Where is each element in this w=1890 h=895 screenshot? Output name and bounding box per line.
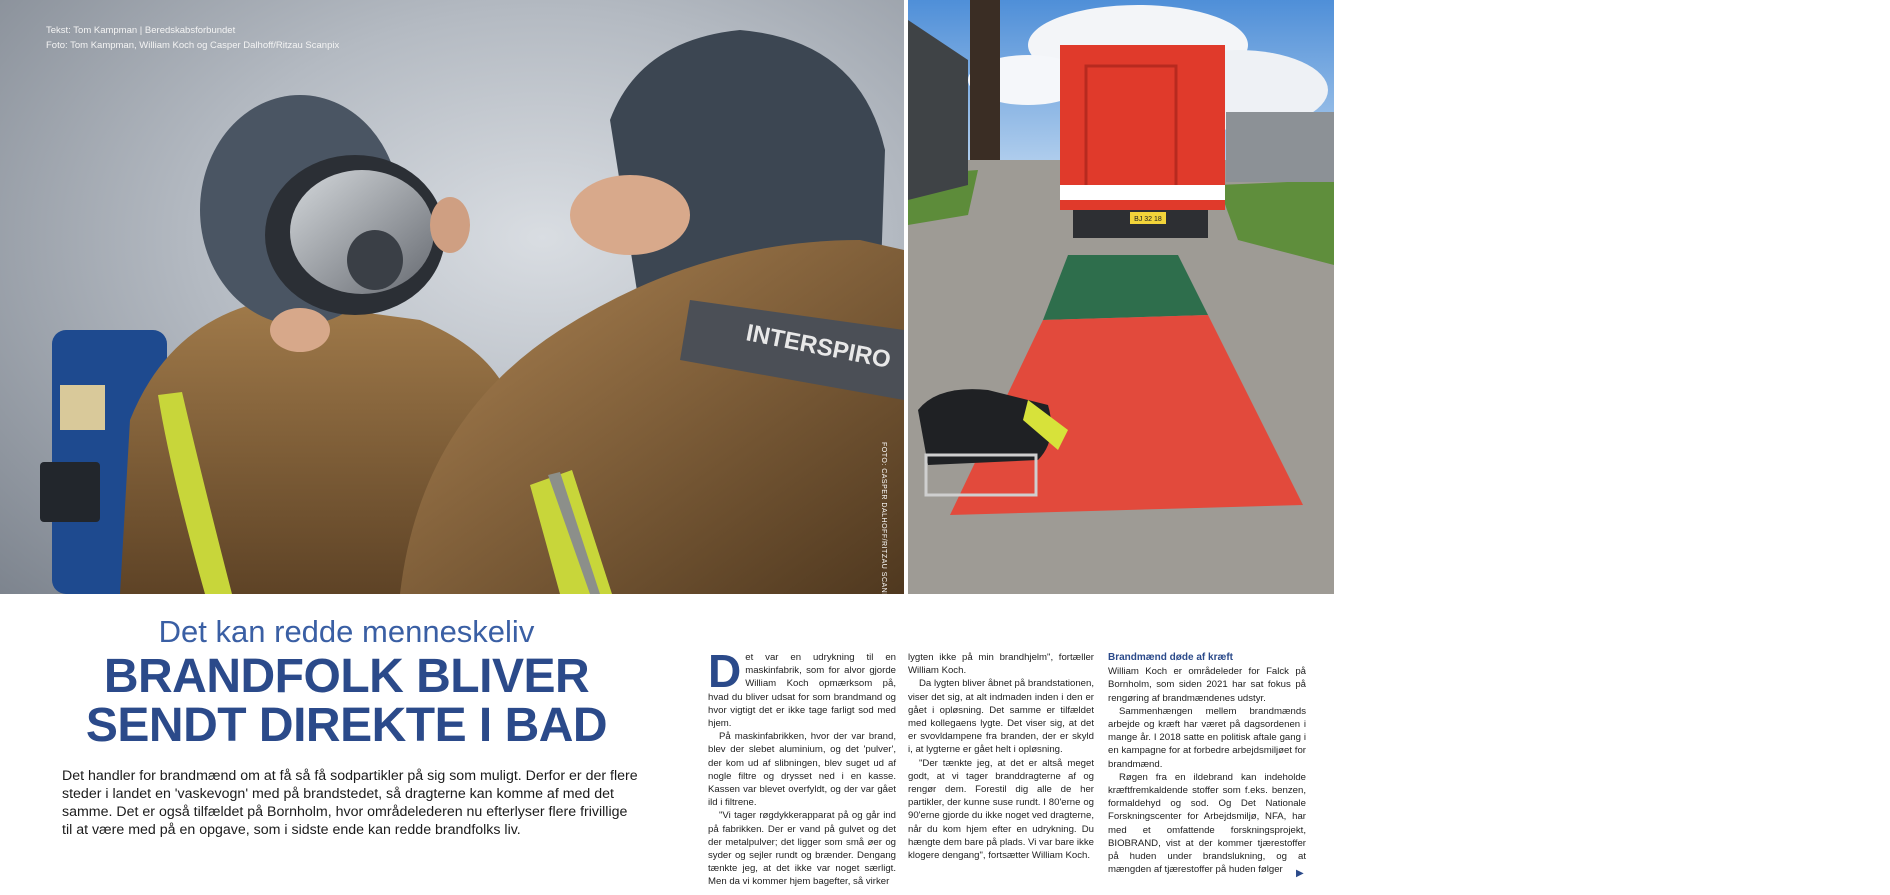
paragraph: "Vi tager røgdykkerapparat på og går ind på fabrikken. Der er vand på gulvet og det der metalpulver; det ligger som små øer og syder og sejler rundt og brænder. Dengang tænkte jeg, at det ikke var noget særligt. Men da vi kommer hjem bagefter, så virker [708,810,896,888]
photo-credit: Foto: Tom Kampman, William Koch og Casper Dalhoff/Ritzau Scanpix [46,40,340,51]
continue-arrow-icon: ▶ [1296,868,1304,879]
paragraph: lygten ikke på min brandhjelm", fortæller William Koch. [908,652,1094,677]
paragraph: Sammenhængen mellem brandmænds arbejde og kræft har været på dagsordenen i mange år. I 2018 satte en politisk aftale gang i en kampagne for at forbedre arbejdsmiljøet for brandmænd. [1108,705,1306,770]
firefighters-illustration [0,0,904,594]
body-column-2 [908,651,1094,862]
photo-caption: Traileren der kører med ud til større og længerevarende brande. [1824,574,1890,624]
headline-line-2: SENDT DIREKTE I BAD [85,699,608,752]
hand-right [570,175,690,255]
hand-left [270,308,330,352]
body-column-3 [1108,651,1306,876]
section-subhead: Brandmænd døde af kræft [1108,652,1234,663]
firefighters-photo [0,0,904,607]
article-lead: Det handler for brandmænd om at få så få sodpartikler på sig som muligt. Derfor er der flere steder i landet en 'vaskevogn' med på brandstedet, så dragterne kan komme af med det samme. Det er også tilfældet på Bornholm, hvor områdelederen nu efterlyser flere frivillige til at være med på en opgave, som i sidste ende kan redde brandfolks liv. [62,768,638,838]
photo-credits [46,23,339,53]
paragraph: "Der tænkte jeg, at det er altså meget godt, at vi tager branddragterne af og rengør dem. Forestil dig alle de her partikler, der kunne suse rundt. I 80'erne og 90'erne gjorde du ikke noget ved dragterne, når du kom hjem efter en udrykning. Du hængte dem bare på plads. Vi var bare ikke klogere dengang", fortsætter William Koch. [908,757,1094,862]
paragraph: Da lygten bliver åbnet på brandstationen, viser det sig, at alt indmaden inden i den er gået i opløsning. Det samme er tilfældet med kollegaens lygte. Det viser sig, at det er svovldampene fra branden, der er skyld i, at lygterne er gået helt i opløsning. [908,678,1094,756]
vertical-photo-credit: FOTO: CASPER DALHOFF/RITZAU SCANPIX [880,442,887,607]
article-headline [64,652,629,750]
paragraph: William Koch er områdeleder for Falck på Bornholm, som siden 2021 har sat fokus på rengøring af brandmændenes udstyr. [1108,666,1306,704]
trailer-photo [908,0,1890,624]
paragraph: På maskinfabrikken, hvor der var brand, blev der slebet aluminium, og det 'pulver', der kom ud af slibningen, blev suget ud af nogle filtre og drysset ned i en kasse. Kassen var blevet overfyldt, og der var gået ild i filtrene. [708,731,896,809]
article-kicker: Det kan redde menneskeliv [158,614,535,649]
trailer-illustration [908,0,1334,594]
body-column-1 [708,645,896,889]
strap-label: INTERSPIRO [743,319,893,374]
paragraph: Røgen fra en ildebrand kan indeholde kræftfremkaldende stoffer som f.eks. benzen, formaldehyd og sod. Og Det Nationale Forskningscenter for Arbejdsmiljø, NFA, har med et omfattende forskningsprojekt, BIOBRAND, vist at der kommer tjærestoffer på huden under brandslukning, og at mængden af tjærestoffer på huden følger [1108,771,1306,876]
paragraph: et var en udrykning til en maskinfabrik, som for alvor gjorde William Koch opmærksom på, hvad du bliver udsat for som brandmand og hvor vigtigt det er ikke tage farligt sod med hjem. [708,652,896,730]
text-credit: Tekst: Tom Kampman | Beredskabsforbundet [46,25,236,36]
drop-cap: D [708,645,742,697]
headline-line-1: BRANDFOLK BLIVER [103,650,590,703]
plate-number: BJ 32 18 [1134,216,1162,223]
